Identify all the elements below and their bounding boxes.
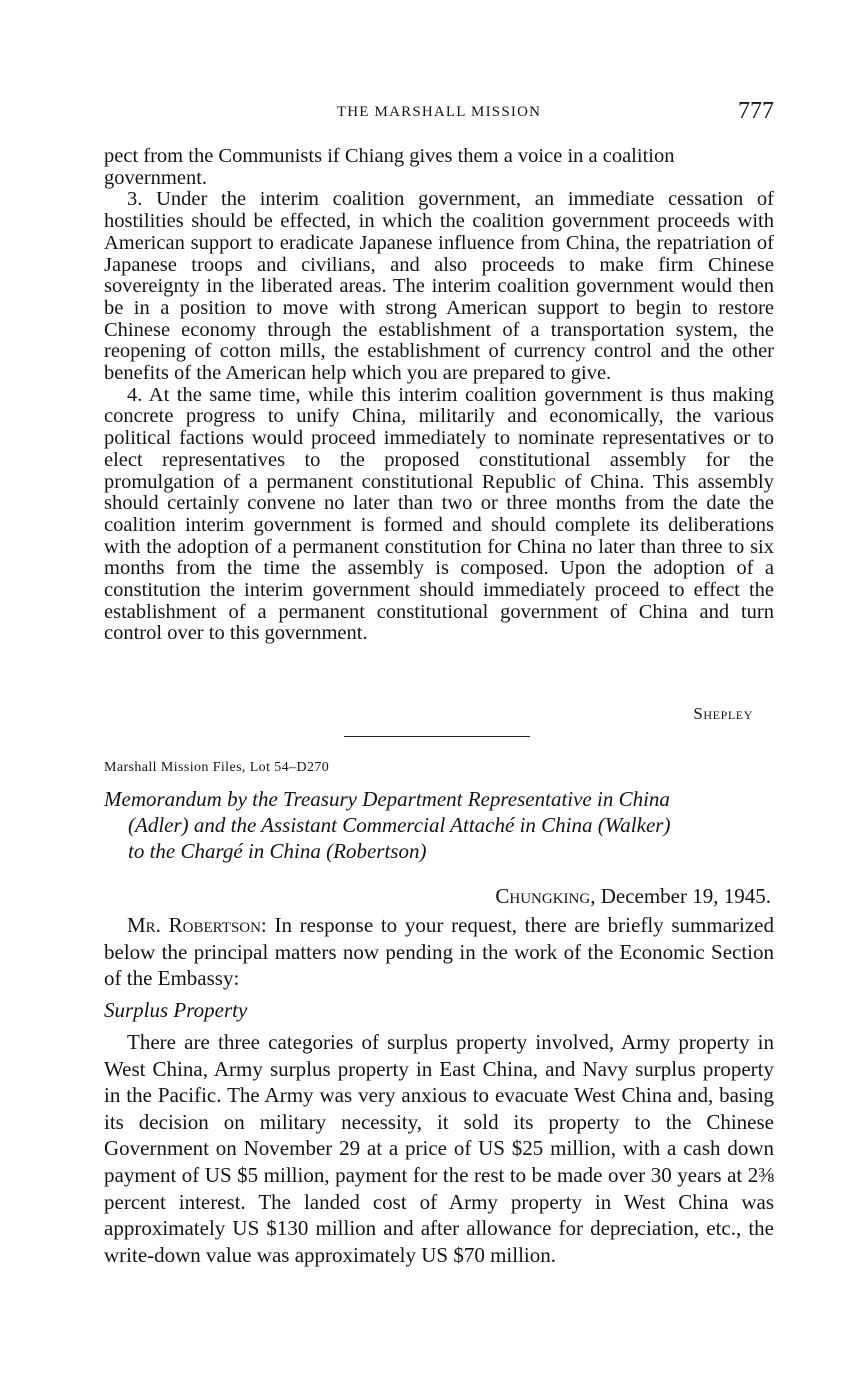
section-heading: Surplus Property — [104, 998, 248, 1022]
dateline-date: December 19, 1945. — [595, 884, 771, 908]
letter-body — [104, 146, 774, 645]
paragraph-4: 4. At the same time, while this interim coalition government is thus making concrete progress to unify China, militarily and economically, the various political factions would proceed immediately to nominate representatives or to elect representatives to the proposed constitutional assembly for the promulgation of a permanent constitutional Republic of China. This assembly should certainly convene no later than two or three months from the date the coalition interim government is formed and should complete its deliberations with the adoption of a permanent constitution for China no later than three to six months from the time the assembly is composed. Upon the adoption of a constitution the interim government should immediately proceed to effect the establishment of a permanent constitutional government of China and turn control over to this government. — [104, 383, 774, 645]
continued-line-2: government. — [104, 166, 208, 189]
file-reference: Marshall Mission Files, Lot 54–D270 — [104, 760, 330, 775]
running-title: THE MARSHALL MISSION — [336, 104, 542, 120]
paragraph-3: 3. Under the interim coalition government, an immediate cessation of hostilities should be effected, in which the coalition government proceeds with American support to eradicate Japanese influence from China, the repatriation of Japanese troops and civilians, and also proceeds to make firm Chinese sovereignty in the liberated areas. The interim coalition government would then be in a position to move with strong American support to begin to restore Chinese economy through the establishment of a transportation system, the reopening of cotton mills, the establishment of currency control and the other benefits of the American help which you are prepared to give. — [104, 188, 774, 385]
section-body — [104, 1029, 774, 1268]
continued-line-1: pect from the Communists if Chiang gives them a voice in a coalition — [104, 145, 675, 167]
dateline — [495, 884, 771, 909]
continued-paragraph — [104, 146, 774, 189]
salutation-paragraph — [104, 912, 774, 992]
section-divider — [344, 736, 530, 737]
salutation-name: Mr. Robertson — [127, 913, 261, 937]
signature: Shepley — [693, 704, 753, 723]
heading-line-3: to the Chargé in China (Robertson) — [128, 839, 427, 863]
salutation-text: : In response to your request, there are briefly summarized below the principal matters now pending in the work of the Economic Section of the Embassy: — [104, 913, 774, 991]
heading-line-1: Memorandum by the Treasury Department Representative in China — [104, 787, 670, 811]
salutation — [104, 912, 774, 992]
dateline-place: Chungking, — [495, 884, 596, 908]
page-number: 777 — [738, 98, 774, 124]
heading-line-2: (Adler) and the Assistant Commercial Attaché in China (Walker) — [128, 813, 671, 837]
running-header — [104, 98, 774, 128]
document-heading — [104, 786, 774, 864]
section-paragraph: There are three categories of surplus property involved, Army property in West China, Army surplus property in East China, and Navy surplus property in the Pacific. The Army was very anxious to evacuate West China and, basing its decision on military necessity, it sold its property to the Chinese Government on November 29 at a price of US $25 million, with a cash down payment of US $5 million, payment for the rest to be made over 30 years at 2⅜ percent interest. The landed cost of Army property in West China was approximately US $130 million and after allowance for depreciation, etc., the write-down value was approximately US $70 million. — [104, 1030, 774, 1267]
